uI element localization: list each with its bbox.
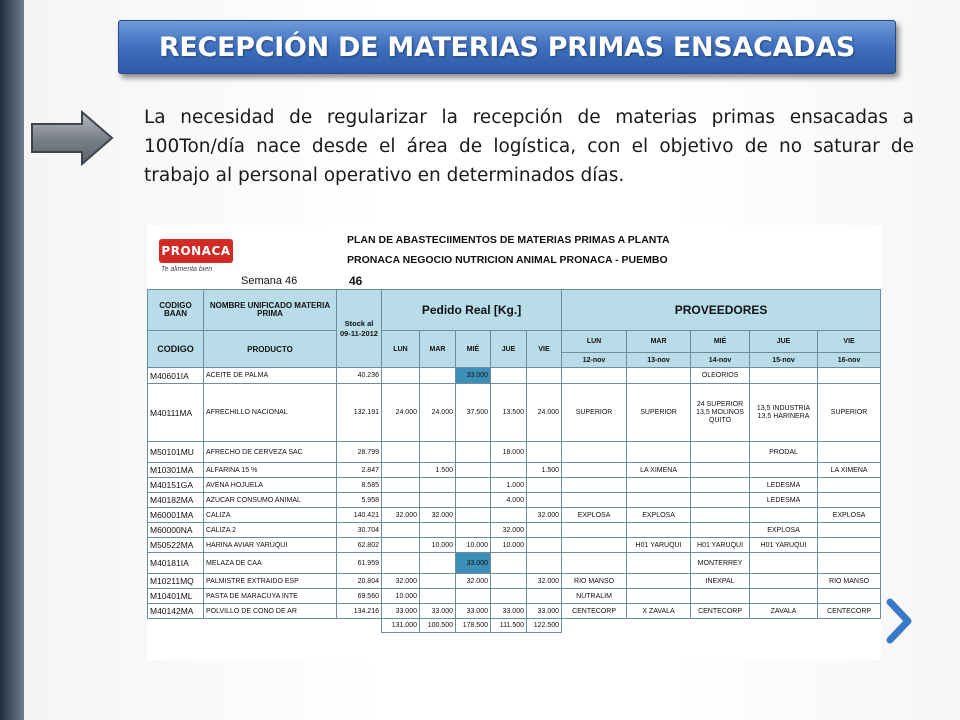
header-date-lun: 12-nov bbox=[562, 353, 627, 368]
order-mar: 33.000 bbox=[420, 604, 456, 619]
supplier-mar bbox=[627, 589, 691, 604]
supply-plan-sheet bbox=[147, 225, 881, 660]
order-mie: 10.000 bbox=[456, 538, 491, 553]
table-row bbox=[148, 538, 881, 553]
sheet-header bbox=[147, 225, 881, 291]
supplier-mar bbox=[627, 523, 691, 538]
header-producto: PRODUCTO bbox=[204, 331, 337, 368]
order-vie bbox=[527, 538, 562, 553]
order-lun: 32.000 bbox=[382, 508, 420, 523]
supplier-lun: EXPLOSA bbox=[562, 508, 627, 523]
order-mar bbox=[420, 553, 456, 574]
supplier-jue bbox=[750, 553, 818, 574]
table-row bbox=[148, 368, 881, 384]
material-code: M60000NA bbox=[148, 523, 204, 538]
order-mie: 33.000 bbox=[456, 604, 491, 619]
supplier-mar: EXPLOSA bbox=[627, 508, 691, 523]
supplier-jue bbox=[750, 368, 818, 384]
material-code: M40142MA bbox=[148, 604, 204, 619]
supplier-vie bbox=[818, 553, 881, 574]
supplier-vie bbox=[818, 589, 881, 604]
supplier-mie: OLEORIOS bbox=[691, 368, 750, 384]
stock-value: 2.847 bbox=[337, 463, 382, 478]
stock-value: 134.216 bbox=[337, 604, 382, 619]
stock-value: 30.704 bbox=[337, 523, 382, 538]
material-code: M10211MQ bbox=[148, 574, 204, 589]
material-code: M50101MU bbox=[148, 442, 204, 463]
order-vie: 24.000 bbox=[527, 384, 562, 442]
supplier-vie: CENTECORP bbox=[818, 604, 881, 619]
order-jue bbox=[491, 574, 527, 589]
material-name: AVENA HOJUELA bbox=[204, 478, 337, 493]
stock-value: 132.191 bbox=[337, 384, 382, 442]
supplier-vie bbox=[818, 442, 881, 463]
supplier-mar bbox=[627, 574, 691, 589]
order-mie bbox=[456, 478, 491, 493]
supplier-mie bbox=[691, 463, 750, 478]
material-name: AZUCAR CONSUMO ANIMAL bbox=[204, 493, 337, 508]
material-code: M10401ML bbox=[148, 589, 204, 604]
totals-row bbox=[148, 619, 881, 633]
supplier-vie bbox=[818, 478, 881, 493]
order-jue bbox=[491, 589, 527, 604]
table-row bbox=[148, 463, 881, 478]
supplier-lun bbox=[562, 523, 627, 538]
supplier-mie: INEXPAL bbox=[691, 574, 750, 589]
material-name: HARINA AVIAR YARUQUI bbox=[204, 538, 337, 553]
order-mar: 10.000 bbox=[420, 538, 456, 553]
material-code: M40601IA bbox=[148, 368, 204, 384]
order-mar bbox=[420, 589, 456, 604]
supplier-mie bbox=[691, 442, 750, 463]
material-name: AFRECHILLO NACIONAL bbox=[204, 384, 337, 442]
stock-value: 69.560 bbox=[337, 589, 382, 604]
material-code: M50522MA bbox=[148, 538, 204, 553]
material-code: M40151GA bbox=[148, 478, 204, 493]
supplier-lun: SUPERIOR bbox=[562, 384, 627, 442]
order-lun bbox=[382, 478, 420, 493]
order-jue: 18.000 bbox=[491, 442, 527, 463]
chevron-right-icon[interactable] bbox=[884, 598, 914, 644]
stock-value: 62.802 bbox=[337, 538, 382, 553]
header-day-jue: JUE bbox=[491, 331, 527, 368]
header-day-mie: MIÉ bbox=[456, 331, 491, 368]
order-mar: 32.000 bbox=[420, 508, 456, 523]
order-vie bbox=[527, 589, 562, 604]
order-mie: 33.000 bbox=[456, 553, 491, 574]
header-codigo-baan: CODIGO BAAN bbox=[148, 290, 204, 331]
order-lun: 32.000 bbox=[382, 574, 420, 589]
order-mie bbox=[456, 442, 491, 463]
order-mar: 24.000 bbox=[420, 384, 456, 442]
order-lun bbox=[382, 553, 420, 574]
supplier-jue: PRODAL bbox=[750, 442, 818, 463]
total-vie: 122.500 bbox=[527, 619, 562, 633]
week-label: Semana 46 bbox=[241, 275, 298, 287]
order-vie: 33.000 bbox=[527, 604, 562, 619]
order-mie bbox=[456, 523, 491, 538]
material-code: M10301MA bbox=[148, 463, 204, 478]
supplier-jue: LEDESMA bbox=[750, 493, 818, 508]
material-name: PASTA DE MARACUYA INTE bbox=[204, 589, 337, 604]
supplier-lun bbox=[562, 463, 627, 478]
table-row bbox=[148, 523, 881, 538]
supplier-lun: CENTECORP bbox=[562, 604, 627, 619]
order-vie: 1.500 bbox=[527, 463, 562, 478]
header-prov-mar: MAR bbox=[627, 331, 691, 353]
supplier-mar: X ZAVALA bbox=[627, 604, 691, 619]
order-jue: 32.000 bbox=[491, 523, 527, 538]
supplier-vie bbox=[818, 538, 881, 553]
order-vie: 32.000 bbox=[527, 574, 562, 589]
material-code: M40181IA bbox=[148, 553, 204, 574]
order-jue bbox=[491, 463, 527, 478]
order-lun bbox=[382, 538, 420, 553]
supplier-vie: SUPERIOR bbox=[818, 384, 881, 442]
supplier-lun bbox=[562, 493, 627, 508]
supplier-jue: EXPLOSA bbox=[750, 523, 818, 538]
material-code: M60001MA bbox=[148, 508, 204, 523]
table-row bbox=[148, 589, 881, 604]
header-prov-mie: MIÉ bbox=[691, 331, 750, 353]
supply-plan-table bbox=[147, 289, 881, 633]
order-lun bbox=[382, 463, 420, 478]
supplier-mie: H01 YARUQUI bbox=[691, 538, 750, 553]
title-banner bbox=[118, 20, 896, 74]
supplier-mie bbox=[691, 508, 750, 523]
supplier-jue: H01 YARUQUI bbox=[750, 538, 818, 553]
order-lun bbox=[382, 523, 420, 538]
order-lun: 10.000 bbox=[382, 589, 420, 604]
order-jue: 13.500 bbox=[491, 384, 527, 442]
table-row bbox=[148, 553, 881, 574]
header-date-mie: 14-nov bbox=[691, 353, 750, 368]
material-name: AFRECHO DE CERVEZA SAC bbox=[204, 442, 337, 463]
stock-value: 28.799 bbox=[337, 442, 382, 463]
supplier-jue: 13,5 INDUSTRIA 13,5 HARINERA bbox=[750, 384, 818, 442]
material-name: MELAZA DE CAA bbox=[204, 553, 337, 574]
order-vie bbox=[527, 493, 562, 508]
supplier-mar: LA XIMENA bbox=[627, 463, 691, 478]
supplier-mie: CENTECORP bbox=[691, 604, 750, 619]
table-row bbox=[148, 574, 881, 589]
header-date-mar: 13-nov bbox=[627, 353, 691, 368]
supplier-lun: RIO MANSO bbox=[562, 574, 627, 589]
supplier-lun bbox=[562, 553, 627, 574]
material-name: PALMISTRE EXTRAIDO ESP bbox=[204, 574, 337, 589]
order-lun bbox=[382, 442, 420, 463]
supplier-mie bbox=[691, 523, 750, 538]
stock-value: 61.959 bbox=[337, 553, 382, 574]
supplier-jue bbox=[750, 508, 818, 523]
sheet-subtitle: PRONACA NEGOCIO NUTRICION ANIMAL PRONACA - PUEMBO bbox=[347, 254, 668, 266]
supplier-vie: EXPLOSA bbox=[818, 508, 881, 523]
order-mie bbox=[456, 508, 491, 523]
supplier-jue bbox=[750, 589, 818, 604]
order-mar bbox=[420, 368, 456, 384]
material-code: M40111MA bbox=[148, 384, 204, 442]
supplier-mie bbox=[691, 478, 750, 493]
table-row bbox=[148, 508, 881, 523]
order-mie: 33.000 bbox=[456, 368, 491, 384]
order-jue bbox=[491, 553, 527, 574]
order-vie bbox=[527, 368, 562, 384]
material-name: ALFARINA 15 % bbox=[204, 463, 337, 478]
order-jue: 10.000 bbox=[491, 538, 527, 553]
material-name: CALIZA 2 bbox=[204, 523, 337, 538]
intro-paragraph: La necesidad de regularizar la recepción de materias primas ensacadas a 100Ton/día nace desde el área de logística, con el objetivo de no saturar de trabajo al personal operativo en determinados días. bbox=[144, 107, 914, 186]
supplier-vie bbox=[818, 523, 881, 538]
supplier-mar: SUPERIOR bbox=[627, 384, 691, 442]
order-lun: 24.000 bbox=[382, 384, 420, 442]
order-vie bbox=[527, 442, 562, 463]
supplier-lun bbox=[562, 368, 627, 384]
total-mie: 178.500 bbox=[456, 619, 491, 633]
supplier-vie bbox=[818, 368, 881, 384]
order-mar bbox=[420, 442, 456, 463]
supplier-mie bbox=[691, 589, 750, 604]
supplier-mie: MONTERREY bbox=[691, 553, 750, 574]
stock-value: 8.585 bbox=[337, 478, 382, 493]
supplier-vie: RIO MANSO bbox=[818, 574, 881, 589]
supplier-mie: 24 SUPERIOR 13,5 MOLINOS QUITO bbox=[691, 384, 750, 442]
supplier-mie bbox=[691, 493, 750, 508]
table-row bbox=[148, 442, 881, 463]
order-mar: 1.500 bbox=[420, 463, 456, 478]
header-day-lun: LUN bbox=[382, 331, 420, 368]
order-jue bbox=[491, 508, 527, 523]
order-lun: 33.000 bbox=[382, 604, 420, 619]
order-jue bbox=[491, 368, 527, 384]
order-lun bbox=[382, 493, 420, 508]
order-mar bbox=[420, 574, 456, 589]
stock-value: 40.236 bbox=[337, 368, 382, 384]
order-vie: 32.000 bbox=[527, 508, 562, 523]
order-jue: 1.000 bbox=[491, 478, 527, 493]
supplier-mar bbox=[627, 442, 691, 463]
total-jue: 111.500 bbox=[491, 619, 527, 633]
week-value: 46 bbox=[349, 274, 363, 288]
header-nombre: NOMBRE UNIFICADO MATERIA PRIMA bbox=[204, 290, 337, 331]
total-mar: 100.500 bbox=[420, 619, 456, 633]
supplier-lun: NUTRALIM bbox=[562, 589, 627, 604]
header-day-vie: VIE bbox=[527, 331, 562, 368]
right-arrow-icon bbox=[28, 110, 116, 166]
supplier-mar bbox=[627, 493, 691, 508]
order-mar bbox=[420, 478, 456, 493]
supplier-mar bbox=[627, 478, 691, 493]
slide-title: RECEPCIÓN DE MATERIAS PRIMAS ENSACADAS bbox=[158, 31, 856, 63]
header-prov-vie: VIE bbox=[818, 331, 881, 353]
pronaca-logo: PRONACA Te alimenta bien bbox=[159, 233, 239, 277]
order-mar bbox=[420, 523, 456, 538]
order-lun bbox=[382, 368, 420, 384]
header-day-mar: MAR bbox=[420, 331, 456, 368]
material-name: POLVILLO DE CONO DE AR bbox=[204, 604, 337, 619]
order-mie: 37.500 bbox=[456, 384, 491, 442]
table-row bbox=[148, 384, 881, 442]
supplier-jue bbox=[750, 574, 818, 589]
header-date-vie: 16-nov bbox=[818, 353, 881, 368]
header-codigo: CODIGO bbox=[148, 331, 204, 368]
supplier-mar bbox=[627, 368, 691, 384]
header-proveedores: PROVEEDORES bbox=[562, 290, 881, 331]
supplier-lun bbox=[562, 442, 627, 463]
order-mie bbox=[456, 589, 491, 604]
order-vie bbox=[527, 478, 562, 493]
supplier-mar bbox=[627, 553, 691, 574]
supplier-vie bbox=[818, 493, 881, 508]
order-mie bbox=[456, 463, 491, 478]
order-vie bbox=[527, 523, 562, 538]
order-mie: 32.000 bbox=[456, 574, 491, 589]
supplier-jue: ZAVALA bbox=[750, 604, 818, 619]
material-name: CALIZA bbox=[204, 508, 337, 523]
header-pedido: Pedido Real [Kg.] bbox=[382, 290, 562, 331]
material-code: M40182MA bbox=[148, 493, 204, 508]
total-lun: 131.000 bbox=[382, 619, 420, 633]
material-name: ACEITE DE PALMA bbox=[204, 368, 337, 384]
header-prov-jue: JUE bbox=[750, 331, 818, 353]
supplier-vie: LA XIMENA bbox=[818, 463, 881, 478]
header-stock: Stock al 09-11-2012 bbox=[337, 290, 382, 368]
stock-value: 140.421 bbox=[337, 508, 382, 523]
supplier-jue bbox=[750, 463, 818, 478]
order-jue: 33.000 bbox=[491, 604, 527, 619]
supplier-lun bbox=[562, 538, 627, 553]
table-row bbox=[148, 604, 881, 619]
stock-value: 20.804 bbox=[337, 574, 382, 589]
supplier-lun bbox=[562, 478, 627, 493]
order-mar bbox=[420, 493, 456, 508]
order-mie bbox=[456, 493, 491, 508]
table-row bbox=[148, 493, 881, 508]
sheet-title: PLAN DE ABASTECIIMENTOS DE MATERIAS PRIMAS A PLANTA bbox=[347, 234, 670, 246]
header-date-jue: 15-nov bbox=[750, 353, 818, 368]
left-accent-bar bbox=[0, 0, 24, 720]
table-row bbox=[148, 478, 881, 493]
supplier-jue: LEDESMA bbox=[750, 478, 818, 493]
header-prov-lun: LUN bbox=[562, 331, 627, 353]
order-jue: 4.000 bbox=[491, 493, 527, 508]
supplier-mar: H01 YARUQUI bbox=[627, 538, 691, 553]
stock-value: 5.958 bbox=[337, 493, 382, 508]
order-vie bbox=[527, 553, 562, 574]
